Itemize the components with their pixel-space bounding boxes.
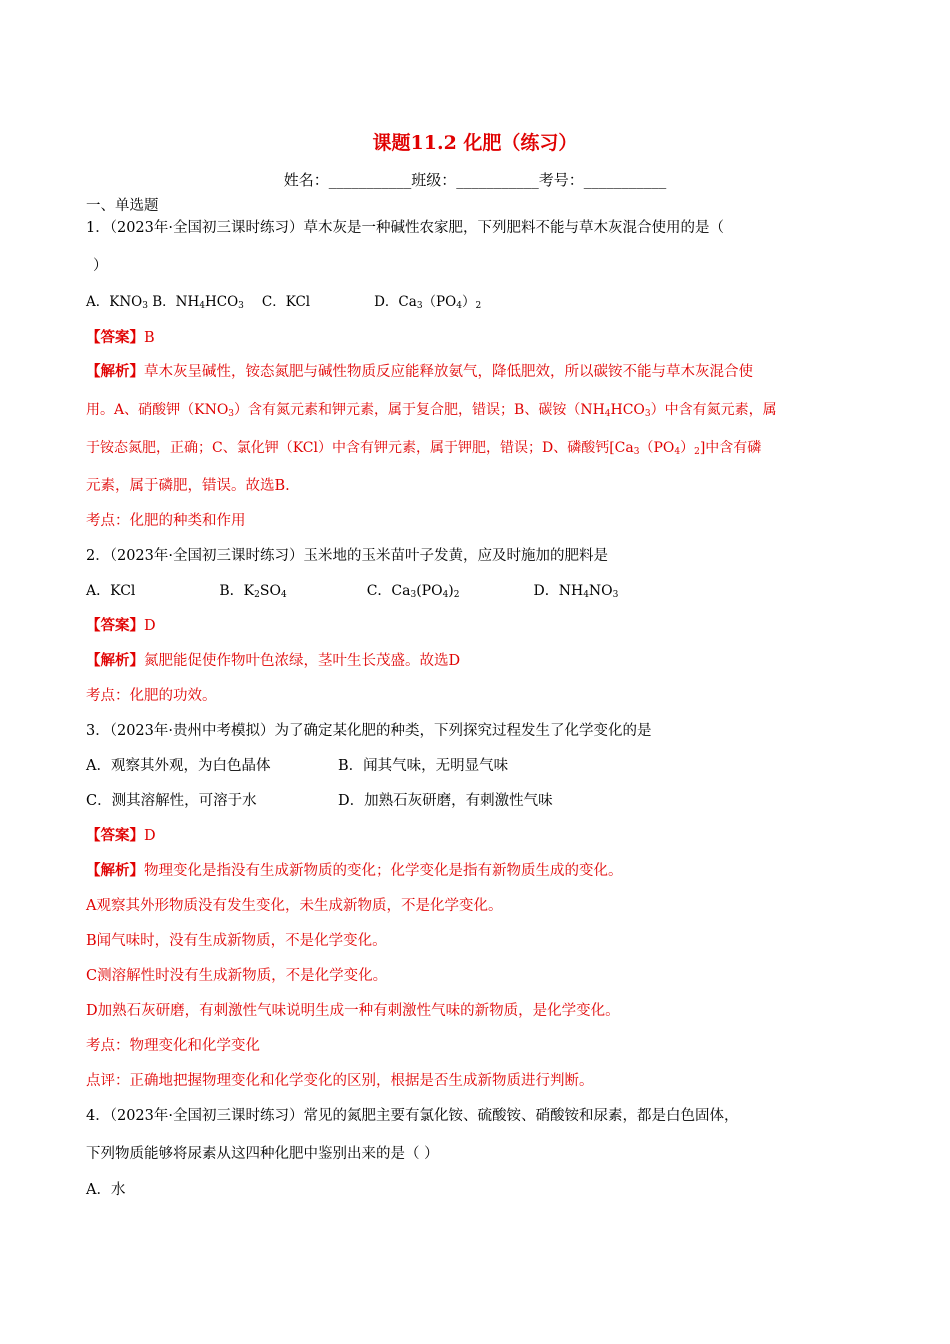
- q2-stem: 2．（2023年·全国初三课时练习）玉米地的玉米苗叶子发黄，应及时施加的肥料是: [86, 548, 608, 564]
- q1-option-d: D．$Ca_3(PO_4)_2$: [374, 294, 482, 311]
- q1-stem-line1: 1．（2023年·全国初三课时练习）草木灰是一种碱性农家肥，下列肥料不能与草木灰混合使用的是（: [86, 220, 724, 236]
- q3-comment: 点评：正确地把握物理变化和化学变化的区别，根据是否生成新物质进行判断。: [86, 1073, 594, 1089]
- q4-stem-line2: 下列物质能够将尿素从这四种化肥中鉴别出来的是（ ）: [86, 1146, 439, 1162]
- q2-answer: 【答案】D: [86, 617, 156, 634]
- q3-option-a: A．观察其外观，为白色晶体: [86, 758, 271, 774]
- student-info-line: 姓名：___________班级：___________考号：___________: [283, 171, 667, 189]
- page-title: 课题11.2 化肥（练习）: [372, 132, 578, 154]
- section-heading: 一、单选题: [86, 198, 159, 214]
- q4-stem-line1: 4．（2023年·全国初三课时练习）常见的氮肥主要有氯化铵、硫酸铵、硝酸铵和尿素，都是白色固体，: [86, 1108, 739, 1124]
- q3-option-b: B．闻其气味，无明显气味: [338, 758, 509, 774]
- q3-analysis-d: D加熟石灰研磨，有刺激性气味说明生成一种有刺激性气味的新物质，是化学变化。: [86, 1003, 620, 1019]
- q3-point: 考点：物理变化和化学变化: [86, 1038, 260, 1054]
- q1-option-c: C．KCl: [261, 294, 311, 310]
- q1-options: [86, 292, 481, 316]
- q1-option-a: A．$KNO_3$: [86, 294, 148, 311]
- q2-point: 考点：化肥的功效。: [86, 688, 217, 704]
- q4-option-a: A．水: [86, 1182, 126, 1198]
- q3-analysis: 【解析】物理变化是指没有生成新物质的变化；化学变化是指有新物质生成的变化。: [86, 862, 623, 879]
- q2-option-b: B．$K_2SO_4$: [219, 583, 287, 600]
- q2-analysis: 【解析】氮肥能促使作物叶色浓绿，茎叶生长茂盛。故选D: [86, 652, 461, 669]
- q2-options: [86, 581, 618, 605]
- q1-point: 考点：化肥的种类和作用: [86, 513, 246, 529]
- q3-analysis-a: A观察其外形物质没有发生变化，未生成新物质，不是化学变化。: [86, 898, 503, 914]
- q1-stem-line2: ）: [93, 258, 108, 274]
- q3-stem: 3．（2023年·贵州中考模拟）为了确定某化肥的种类，下列探究过程发生了化学变化的是: [86, 723, 652, 739]
- q2-option-c: C．$Ca_3(PO_4)_2$: [366, 583, 460, 600]
- q2-option-d: D．$NH_4NO_3$: [533, 583, 619, 600]
- q1-answer: 【答案】B: [86, 329, 155, 346]
- q1-analysis-line4: 元素，属于磷肥，错误。故选B.: [86, 478, 290, 494]
- q3-option-c: C．测其溶解性，可溶于水: [86, 793, 257, 809]
- q2-option-a: A．KCl: [86, 583, 136, 599]
- q3-analysis-c: C测溶解性时没有生成新物质，不是化学变化。: [86, 968, 388, 984]
- q1-analysis-line3: 于铵态氮肥，正确；C、氯化钾（KCl）中含有钾元素，属于钾肥，错误；D、磷酸钙$[Ca_3(PO_4)_2]$中含有磷: [86, 440, 762, 457]
- q1-option-b: B．$NH_4HCO_3$: [147, 294, 244, 311]
- q3-answer: 【答案】D: [86, 827, 156, 844]
- q1-analysis-line2: 用。A、硝酸钾$(KNO_3)$含有氮元素和钾元素，属于复合肥，错误；B、碳铵$(NH_4HCO_3)$中含有氮元素，属: [86, 402, 777, 419]
- q1-analysis-line1: 【解析】草木灰呈碱性，铵态氮肥与碱性物质反应能释放氨气，降低肥效，所以碳铵不能与草木灰混合使: [86, 363, 753, 380]
- q3-analysis-b: B闻气味时，没有生成新物质，不是化学变化。: [86, 933, 387, 949]
- q3-option-d: D．加熟石灰研磨，有刺激性气味: [338, 793, 553, 809]
